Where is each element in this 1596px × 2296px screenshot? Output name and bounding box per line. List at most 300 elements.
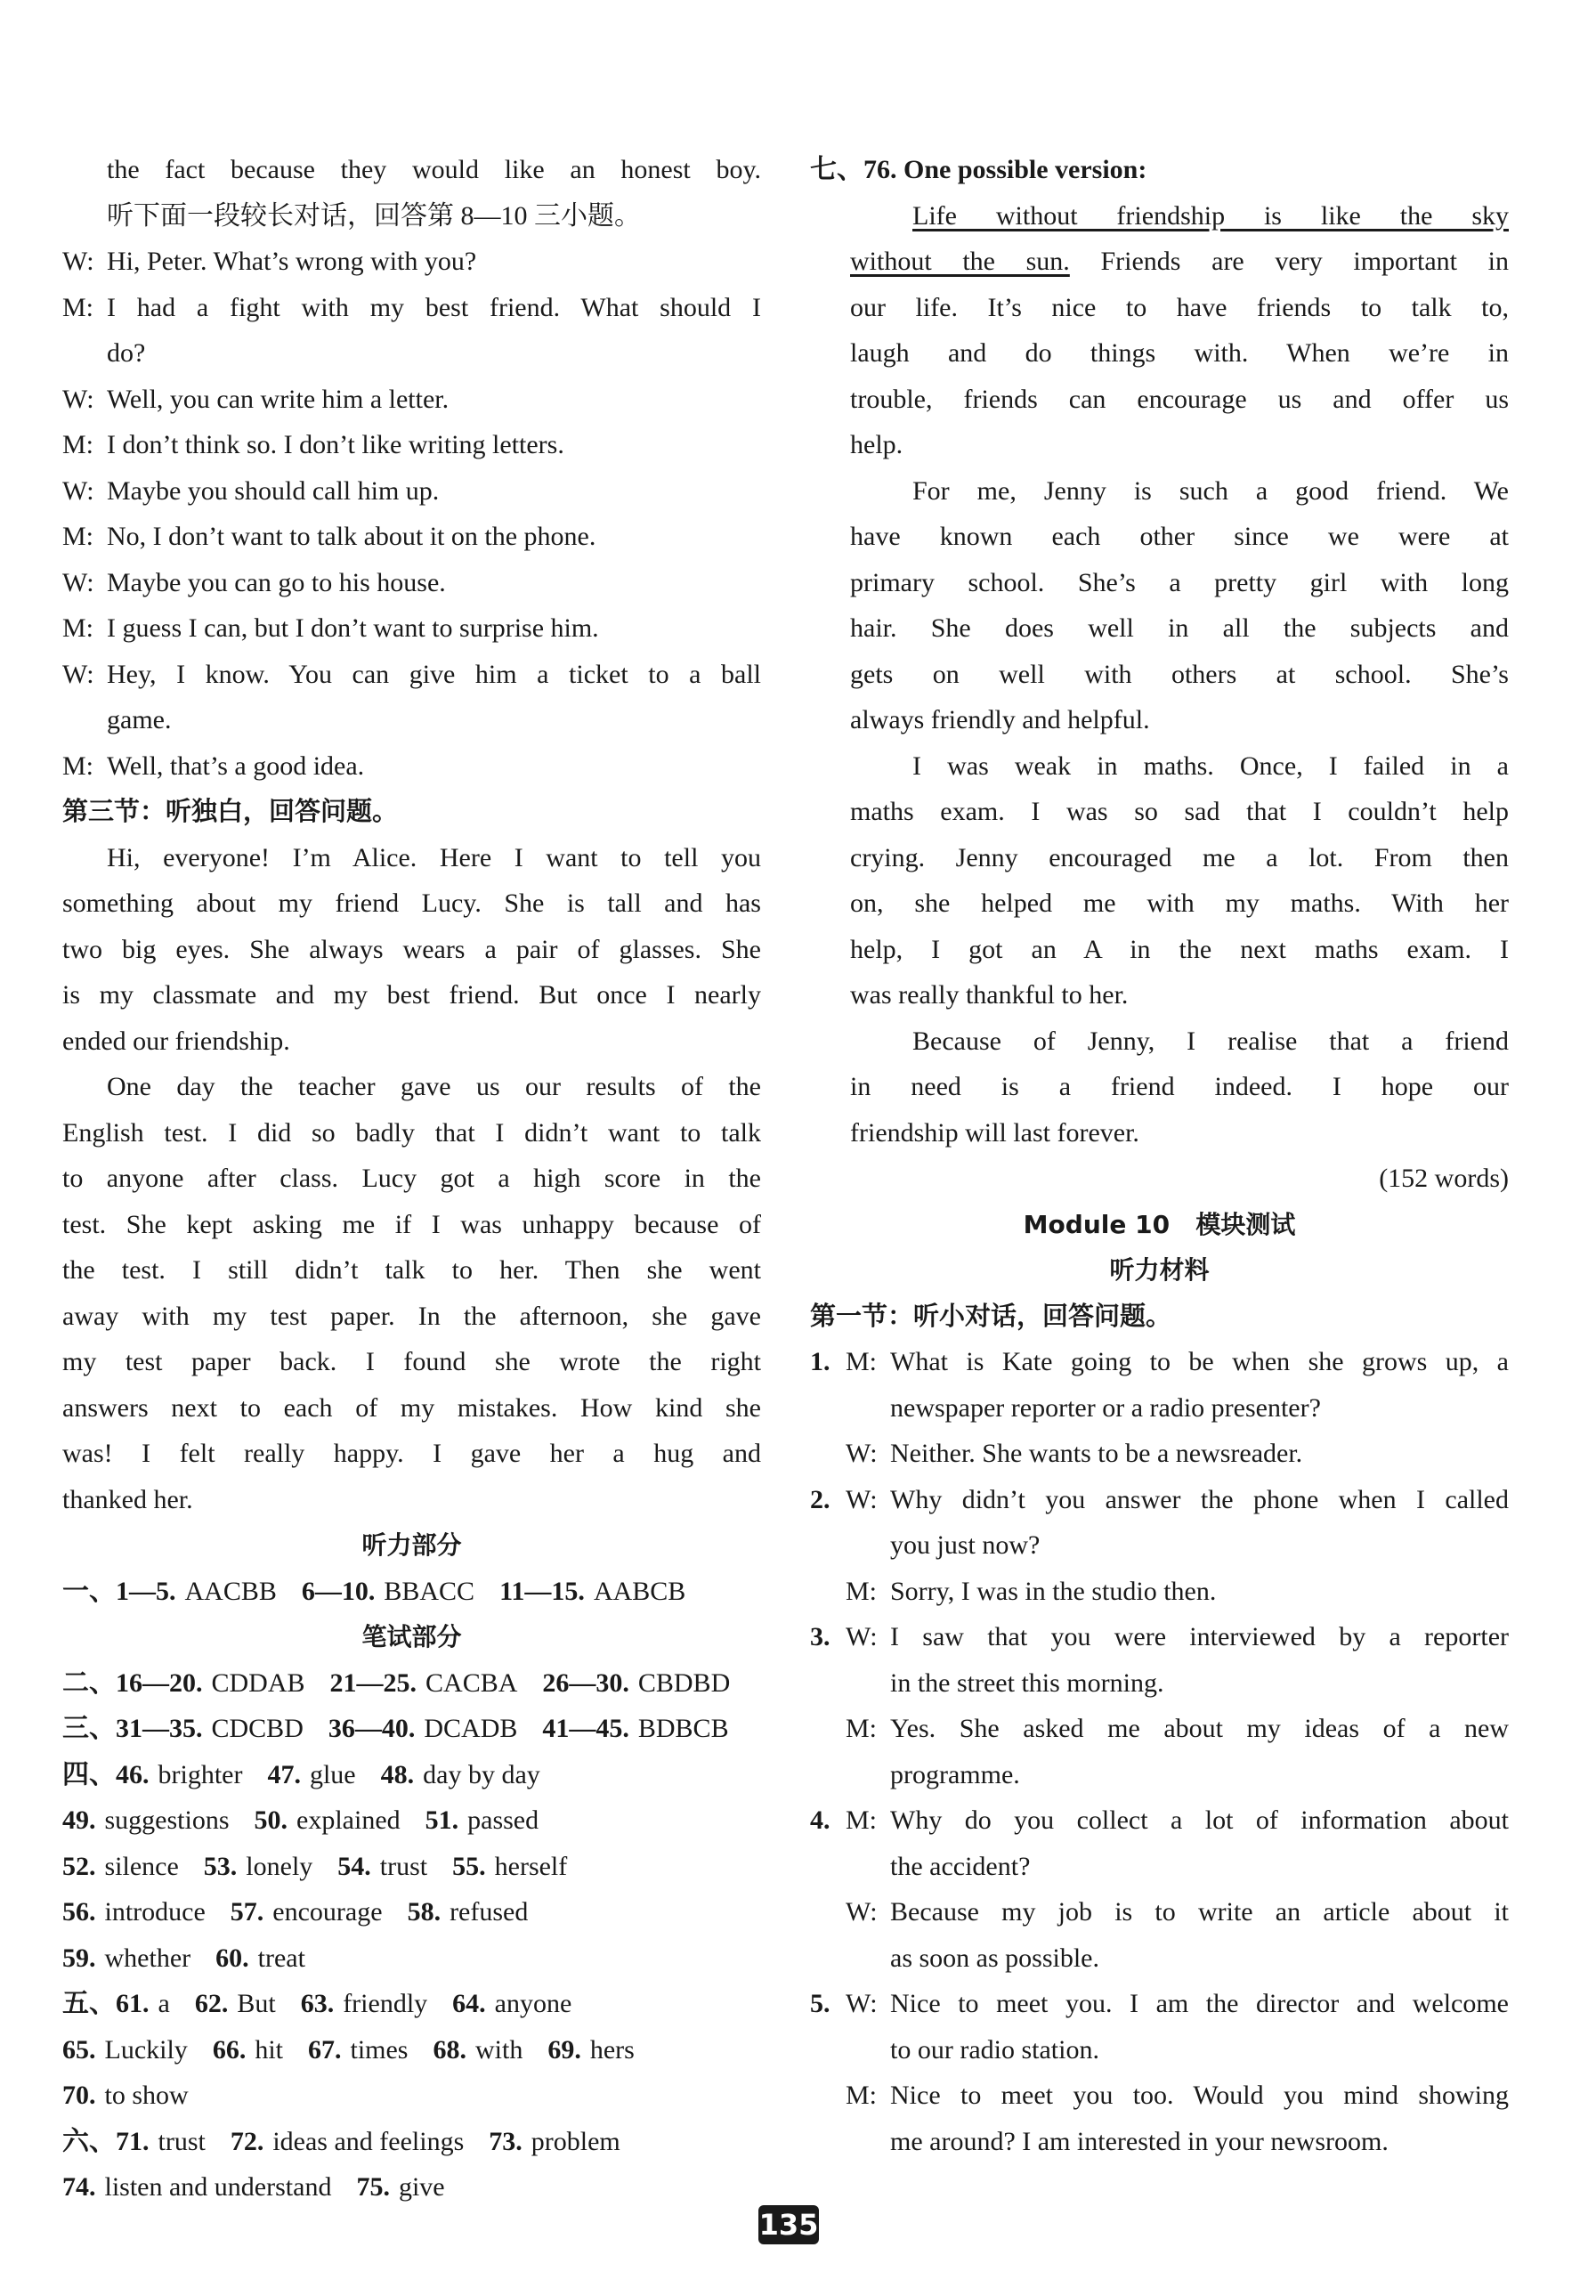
question-line [810,1889,1509,1935]
monologue-line: away with my test paper. In the afternoon, she gave [62,1301,761,1331]
question-text: newspaper reporter or a radio presenter? [890,1392,1321,1423]
answer-item [62,1897,206,1927]
answer-number: 11—15. [499,1576,585,1606]
right-column [810,147,1509,2164]
speaker-label: W: [846,1439,878,1468]
answer-number: 49. [62,1805,96,1835]
dialog-line [62,560,761,606]
answer-item [301,1989,427,2018]
answer-item [308,2035,409,2065]
essay-line: For me, Jenny is such a good friend. We [912,475,1509,506]
question-text: me around? I am interested in your newsroom. [890,2126,1389,2156]
question-number: 1. [810,1347,830,1376]
monologue-line: something about my friend Lucy. She is tall and has [62,888,761,918]
dialog-line [62,697,761,743]
dialog-line [62,377,761,423]
question-line [810,2073,1509,2119]
question-number: 5. [810,1989,830,2018]
answer-value: friendly [343,1989,428,2018]
question-line [810,1385,1509,1432]
dialog-text: Well, you can write him a letter. [107,384,450,414]
question-number [810,1889,846,1935]
answer-number: 69. [547,2034,581,2065]
speaker-label [62,697,107,743]
essay-line: crying. Jenny encouraged me a lot. From then [850,842,1509,872]
essay-line: Because of Jenny, I realise that a friend [912,1026,1509,1056]
question-line [810,1569,1509,1615]
dialog-text: Hi, Peter. What’s wrong with you? [107,247,477,276]
answer-row [62,1844,761,1890]
monologue-line: ended our friendship. [62,1026,290,1056]
question-text: the accident? [890,1851,1031,1881]
question-number [810,1522,846,1569]
dialog-text: No, I don’t want to talk about it on the phone. [107,522,596,551]
dialog-text: I had a fight with my best friend. What should I [107,292,761,322]
writing-heading: 笔试部分 [361,1622,462,1651]
q76-title: 76. One possible version: [863,155,1147,184]
dialog-line [62,422,761,468]
speaker-label: W: [846,1484,878,1514]
answer-value: trust [379,1851,428,1881]
answer-row [62,2027,761,2073]
answer-value: AACBB [184,1576,277,1606]
question-line [810,1477,1509,1523]
question-text: Sorry, I was in the studio then. [890,1576,1217,1606]
answer-item [204,1852,313,1881]
answer-number: 26—30. [542,1667,629,1698]
answer-value: suggestions [104,1805,230,1835]
answer-number: 75. [356,2172,390,2202]
answer-row [62,1752,761,1798]
dialog-line [62,285,761,331]
answer-item [231,1897,383,1927]
answer-number: 21—25. [329,1667,417,1698]
essay-line: laugh and do things with. When we’re in [850,338,1509,368]
answer-value: AABCB [593,1576,686,1606]
answer-number: 48. [380,1759,415,1789]
dialog-text: do? [107,338,146,368]
dialog-text: Hey, I know. You can give him a ticket to a ball [107,659,761,689]
answer-number: 71. [116,2126,150,2156]
essay-line [810,193,1509,239]
monologue-line: the test. I still didn’t talk to her. Then she went [62,1255,761,1285]
answer-item [547,2035,634,2065]
answer-value: refused [450,1897,529,1927]
dialog-text: Well, that’s a good idea. [107,750,365,781]
essay-underlined-a: Life without friendship is like the sky [912,200,1509,231]
answer-value: brighter [158,1759,243,1789]
speaker-label [846,1844,890,1890]
section-prefix: 四、 [62,1759,116,1789]
answer-value: CDDAB [211,1667,305,1698]
essay-line: have known each other since we were at [850,522,1509,551]
essay-underlined-b: without the sun. [850,247,1070,276]
answer-number: 51. [425,1805,459,1835]
answer-value: trust [158,2126,206,2156]
answer-item [381,1760,540,1789]
answer-row [62,1797,761,1844]
answer-number: 64. [452,1989,486,2018]
question-line [810,1706,1509,1752]
answer-item [330,1668,518,1698]
speaker-label: W: [846,1897,878,1927]
answer-item [213,2035,283,2065]
speaker-label: M: [846,1576,878,1606]
dialog-text: game. [107,705,172,734]
speaker-label: M: [846,2081,878,2110]
left-column [62,147,761,2211]
answer-value: passed [467,1805,539,1835]
answer-value: DCADB [424,1714,518,1743]
monologue-line: two big eyes. She always wears a pair of glasses. She [62,934,761,964]
answer-number: 65. [62,2034,96,2065]
section1-heading: 第一节：听小对话，回答问题。 [810,1300,1172,1331]
question-number [810,1569,846,1615]
module-subtitle: 模块测试 [1195,1209,1296,1239]
speaker-label: M: [846,1805,878,1835]
essay-line: help. [850,430,903,459]
essay-line: was really thankful to her. [850,980,1129,1010]
answer-number: 62. [194,1989,229,2018]
question-line [810,1522,1509,1569]
answer-row [62,2119,761,2165]
answer-value: hers [589,2034,635,2065]
speaker-label: M: [62,522,94,551]
monologue-line: One day the teacher gave us our results of the [107,1072,761,1101]
section-prefix: 五、 [62,1989,116,2018]
answer-number: 56. [62,1897,96,1927]
dialog-text: I don’t think so. I don’t like writing letters. [107,430,564,459]
answer-value: to show [104,2081,189,2110]
answer-row [62,1981,761,2027]
speaker-label: M: [62,292,94,322]
essay-line: friendship will last forever. [850,1117,1139,1148]
monologue-line: English test. I did so badly that I didn’t want to talk [62,1117,761,1148]
listening-heading: 听力部分 [361,1530,462,1560]
section-prefix: 六、 [62,2126,116,2156]
answer-number: 59. [62,1943,96,1973]
answer-value: introduce [104,1897,206,1927]
answer-value: explained [296,1805,401,1835]
answer-item [195,1989,276,2018]
answer-item [62,1943,190,1973]
question-text: in the street this morning. [890,1667,1164,1698]
essay-line: on, she helped me with my maths. With her [850,888,1509,918]
dialog-text: I guess I can, but I don’t want to surprise him. [107,613,599,643]
answer-item [452,1989,571,2018]
answer-value: give [398,2172,445,2202]
answer-number: 72. [230,2126,264,2156]
monologue-line: is my classmate and my best friend. But once I nearly [62,980,761,1010]
answer-value: hit [255,2034,283,2065]
speaker-label: W: [62,567,94,597]
question-number: 2. [810,1484,830,1514]
speaker-label [846,1935,890,1982]
answer-item [231,2127,464,2156]
dialog-line [62,468,761,515]
question-line [810,1660,1509,1707]
speaker-label [846,1752,890,1798]
answer-value: a [158,1989,170,2018]
answer-row [62,1706,761,1752]
speaker-label: M: [62,613,94,643]
question-line [810,2027,1509,2073]
dialog [62,239,761,789]
answer-row [62,2073,761,2119]
dialog-line [62,605,761,652]
question-number [810,1385,846,1432]
speaker-label [62,330,107,377]
question-line [810,1752,1509,1798]
answer-number: 47. [267,1759,301,1789]
section3-heading: 第三节：听独白，回答问题。 [62,796,399,826]
dialog-intro: 听下面一段较长对话，回答第 8—10 三小题。 [107,200,641,231]
essay-text: Friends are very important in [1100,247,1509,276]
question-number [810,1431,846,1477]
question-line [810,1797,1509,1844]
speaker-label [846,1385,890,1432]
answer-number: 54. [337,1851,371,1881]
dialog-line [62,239,761,285]
answer-number: 68. [433,2034,466,2065]
dialog-line [62,514,761,560]
question-line [810,1844,1509,1890]
speaker-label [846,1660,890,1707]
question-text: Nice to meet you too. Would you mind showing [890,2081,1509,2110]
answer-number: 57. [230,1897,264,1927]
answer-value: BBACC [384,1576,475,1606]
q76-prefix: 七、 [810,155,863,184]
answer-number: 36—40. [328,1714,416,1743]
question-number [810,1706,846,1752]
answer-number: 55. [452,1851,486,1881]
essay [810,285,1509,1156]
speaker-label [846,2119,890,2165]
listening-answers [62,1569,761,1615]
answer-number: 16—20. [116,1667,203,1698]
answer-item [499,1577,685,1606]
answer-value: BDBCB [637,1714,729,1743]
answer-number: 58. [407,1897,442,1927]
answer-number: 53. [203,1851,238,1881]
speaker-label: W: [62,475,94,506]
answer-value: with [474,2034,523,2065]
answer-item [116,1668,305,1698]
answer-row [62,1935,761,1982]
answer-item [116,1989,170,2018]
answer-number: 61. [116,1989,150,2018]
speaker-label: M: [846,1347,878,1376]
dialog-text: Maybe you should call him up. [107,475,440,506]
essay-line: in need is a friend indeed. I hope our [850,1072,1509,1101]
answer-number: 31—35. [116,1714,203,1743]
question-line [810,2119,1509,2165]
essay-line: trouble, friends can encourage us and offer us [850,384,1509,414]
answer-item [116,2127,206,2156]
answer-number: 1—5. [116,1576,176,1606]
question-number [810,2119,846,2165]
question-line [810,1935,1509,1982]
speaker-label: W: [62,659,94,689]
answer-item [62,2035,188,2065]
answer-item [356,2172,444,2202]
question-text: I saw that you were interviewed by a reporter [890,1622,1509,1651]
answer-value: glue [309,1759,356,1789]
essay-line: hair. She does well in all the subjects and [850,613,1509,643]
question-number [810,1935,846,1982]
answer-number: 73. [489,2126,523,2156]
answer-value: whether [104,1943,191,1973]
question-text: to our radio station. [890,2034,1099,2065]
answer-item [337,1852,427,1881]
speaker-label [846,1522,890,1569]
section-prefix: 二、 [62,1667,116,1698]
question-text: as soon as possible. [890,1943,1099,1973]
q76-label [810,147,1509,193]
answer-number: 41—45. [542,1714,629,1743]
answer-item [408,1897,529,1927]
answer-number: 50. [254,1805,288,1835]
question-text: Why didn’t you answer the phone when I called [890,1484,1509,1514]
speaker-label [846,2027,890,2073]
dialog-line [62,330,761,377]
dialog-line [62,652,761,698]
dialog-line [62,743,761,790]
answer-value: But [237,1989,276,2018]
answer-value: times [350,2034,409,2065]
answer-number: 60. [215,1943,249,1973]
speaker-label: M: [846,1714,878,1743]
question-number [810,1752,846,1798]
question-text: you just now? [890,1530,1041,1560]
question-number [810,1844,846,1890]
answer-item [542,1668,730,1698]
answer-item [62,2081,189,2110]
monologue-line: answers next to each of my mistakes. How kind she [62,1392,761,1423]
answer-item [542,1714,728,1743]
section-prefix: 一、 [62,1576,116,1606]
page-number: 135 [758,2205,819,2244]
answer-item [62,1852,179,1881]
answer-item [425,1805,539,1835]
answer-item [116,1577,277,1606]
answer-value: CDCBD [211,1714,304,1743]
answer-number: 74. [62,2172,96,2202]
answer-value: CACBA [425,1667,518,1698]
question-list [810,1339,1509,2164]
answer-number: 52. [62,1851,96,1881]
essay-line: primary school. She’s a pretty girl with long [850,567,1509,597]
question-number: 3. [810,1622,830,1651]
answer-item [116,1760,242,1789]
question-text: Yes. She asked me about my ideas of a new [890,1714,1509,1743]
speaker-label: W: [62,247,94,276]
question-line [810,1339,1509,1385]
answer-item [255,1805,401,1835]
answer-value: encourage [272,1897,383,1927]
answer-value: anyone [494,1989,572,2018]
answer-number: 6—10. [301,1576,376,1606]
answer-item [302,1577,474,1606]
answer-item [433,2035,523,2065]
question-text: Nice to meet you. I am the director and welcome [890,1989,1509,2018]
monologue-line: to anyone after class. Lucy got a high score in the [62,1164,761,1193]
question-line [810,1614,1509,1660]
answer-value: ideas and feelings [272,2126,465,2156]
speaker-label: M: [62,750,94,781]
answer-row [62,2164,761,2211]
essay-line [810,239,1509,285]
answer-number: 67. [307,2034,342,2065]
answer-value: silence [104,1851,179,1881]
answer-item [62,1805,230,1835]
question-text: Because my job is to write an article about it [890,1897,1509,1927]
question-number [810,2073,846,2119]
answer-number: 46. [116,1759,150,1789]
question-line [810,1981,1509,2027]
module-number: Module 10 [1023,1209,1171,1239]
answer-row [62,1889,761,1935]
answer-item [328,1714,518,1743]
monologue-line: Hi, everyone! I’m Alice. Here I want to tell you [107,842,761,872]
answer-number: 63. [300,1989,335,2018]
question-number [810,2027,846,2073]
question-number: 4. [810,1805,830,1835]
essay-line: I was weak in maths. Once, I failed in a [912,750,1509,781]
answer-item [267,1760,355,1789]
essay-line: our life. It’s nice to have friends to talk to, [850,292,1509,322]
speaker-label: W: [62,384,94,414]
material-heading: 听力材料 [1109,1255,1210,1285]
section-prefix: 三、 [62,1714,116,1743]
answer-number: 66. [212,2034,247,2065]
answer-rows [62,1660,761,2211]
answer-item [116,1714,304,1743]
speaker-label: M: [62,430,94,459]
speaker-label: W: [846,1622,878,1651]
essay-line: help, I got an A in the next maths exam. I [850,934,1509,964]
answer-value: lonely [246,1851,313,1881]
answer-row [62,1660,761,1707]
question-text: Why do you collect a lot of information about [890,1805,1509,1835]
speaker-label: W: [846,1989,878,2018]
word-count: (152 words) [1379,1164,1509,1193]
answer-value: treat [257,1943,305,1973]
monologue [62,835,761,1523]
answer-item [489,2127,620,2156]
dialog-text: Maybe you can go to his house. [107,567,446,597]
answer-value: problem [531,2126,620,2156]
question-line [810,1431,1509,1477]
question-text: Neither. She wants to be a newsreader. [890,1439,1303,1468]
text-line: the fact because they would like an honest boy. [107,155,761,184]
answer-value: day by day [423,1759,540,1789]
answer-item [452,1852,567,1881]
question-text: programme. [890,1759,1020,1789]
answer-value: herself [494,1851,568,1881]
monologue-line: was! I felt really happy. I gave her a hug and [62,1439,761,1468]
answer-value: Luckily [104,2034,188,2065]
question-text: What is Kate going to be when she grows up, a [890,1347,1509,1376]
question-number [810,1660,846,1707]
essay-line: always friendly and helpful. [850,705,1150,734]
answer-item [62,2172,331,2202]
monologue-line: test. She kept asking me if I was unhappy because of [62,1209,761,1239]
answer-number: 70. [62,2081,96,2110]
answer-value: CBDBD [637,1667,731,1698]
module-title [810,1202,1509,1248]
answer-item [215,1943,305,1973]
